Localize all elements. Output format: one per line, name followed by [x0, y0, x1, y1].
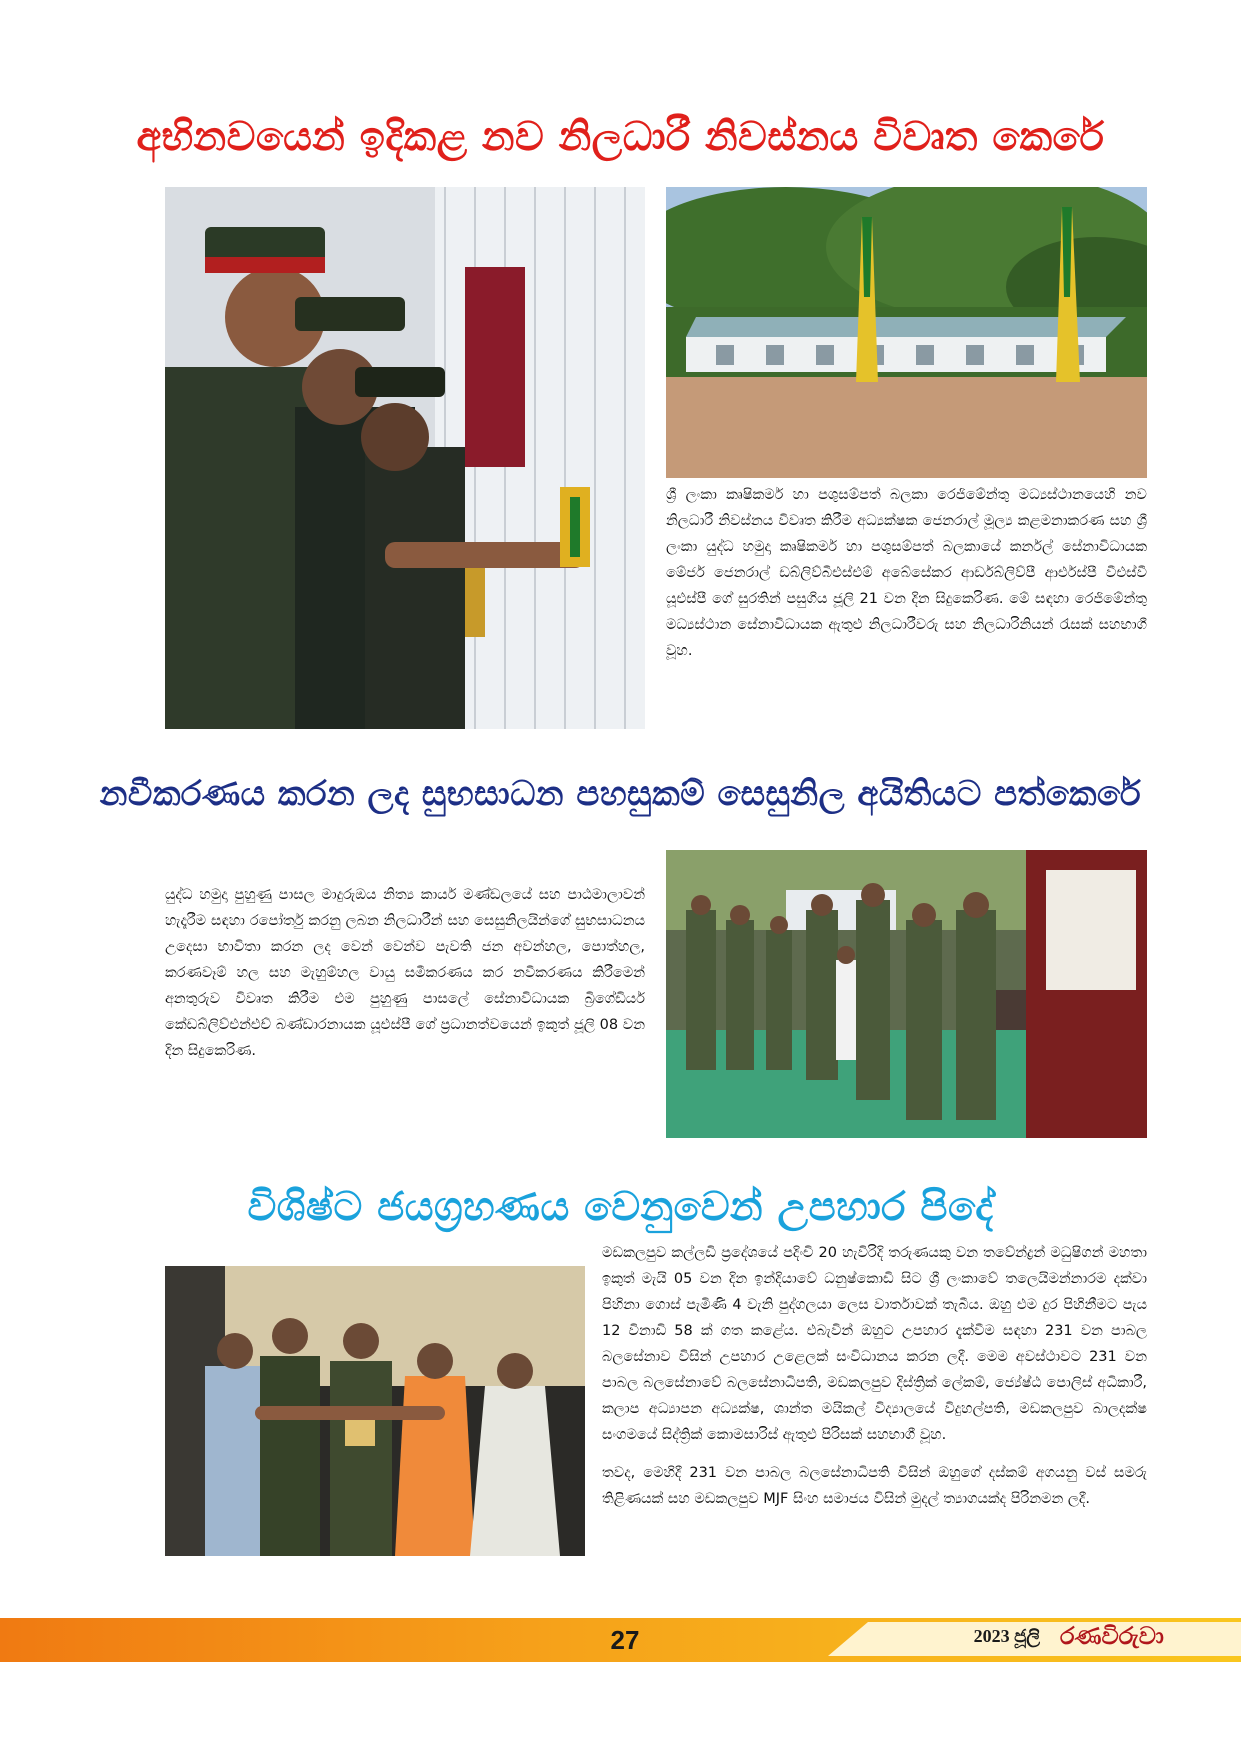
- officers-quarters-photo: [666, 187, 1147, 478]
- article3-paragraph-2: තවද, මෙහිදී 231 වන පාබල බලසේනාධිපති විසින් ඔහුගේ දස්කම් අගයනු වස් සමරු තිළිණයක් සහ මඩකලපුව MJF සිංහ සමාජය විසින් මුදල් ත්‍යාගයක්ද පිරිනමන ලදී.: [602, 1465, 1147, 1507]
- article3-body: [602, 1240, 1147, 1512]
- article1-headline: අභිනවයෙන් ඉදිකළ නව නිලධාරී නිවස්නය විවෘත කෙරේ: [136, 114, 1105, 160]
- ribbon-cutting-photo: [165, 187, 645, 729]
- article3-headline: විශිෂ්ට ජයග්‍රහණය වෙනුවෙන් උපහාර පිදේ: [247, 1184, 994, 1230]
- award-ceremony-photo: [165, 1266, 585, 1556]
- article2-headline: නවීකරණය කරන ලද සුභසාධන පහසුකම් සෙසුනිල අයිතියට පත්කෙරේ: [99, 774, 1142, 814]
- article3-paragraph-1: මඩකලපුව කල්ලඩි ප්‍රදේශයේ පදිංචි 20 හැවිරිදි තරුණයකු වන තවේන්ද්‍රන් මධුෂිගන් මහතා ඉකුත් මැයි 05 වන දින ඉන්දියාවේ ධනුෂ්කොඩි සිට ශ්‍රී ලංකාවේ තලෙයිමන්නාරම දක්වා පිහිනා ගොස් පැමිණි 4 වැනි පුද්ගලයා ලෙස වාර්තාවක් තැබීය. ඔහු එම දුර පිහිනීමට පැය 12 විනාඩි 58 ක් ගත කළේය. එබැවින් ඔහුට උපහාර දැක්වීම සඳහා 231 වන පාබල බලසේනාව විසින් උපහාර උළෙලක් සංවිධානය කරන ලදී. මෙම අවස්ථාවට 231 වන පාබල බලසේනාවේ බලසේනාධිපති, මඩකලපුව දිස්ත්‍රික් ලේකම්, ජ්‍යේෂ්ඨ පොලිස් අධිකාරී, කලාප අධ්‍යාපන අධ්‍යක්ෂ, ශාන්ත මයිකල් විද්‍යාලයේ විදුහල්පති, මඩකලපුව බාලදක්ෂ සංගමයේ සිද්ත්‍රික් කොමසාරිස් ඇතුළු පිරිසක් සහභාගී වූහ.: [602, 1245, 1147, 1443]
- article1-body: ශ්‍රී ලංකා කෘෂිකර්ම හා පශුසම්පත් බලකා රෙජිමේන්තු මධ්‍යස්ථානයෙහි නව නිලධාරී නිවස්නය විවෘත කිරීම අධ්‍යක්ෂක ජෙනරාල් මූල්‍ය කළමනාකරණ සහ ශ්‍රී ලංකා යුද්ධ හමුදා කෘෂිකර්ම හා පශුසම්පත් බලකායේ කර්නල් සේනාවිධායක මේජර් ජෙනරාල් ඩබ්ලිව්බීඑස්එම් අබේසේකර ආර්ඩබ්ලිව්පී ආර්එස්පී වීඑස්වී යූඑස්පී ගේ සුරතින් පසුගිය ජූලි 21 වන දින සිදුකෙරිණ. මේ සඳහා රෙජිමේන්තු මධ්‍යස්ථාන සේනාවිධායක ඇතුළු නිලධාරීවරු සහ නිලධාරිනියන් රැසක් සහභාගී වූහ.: [666, 487, 1147, 659]
- page-number: 27: [610, 1625, 640, 1655]
- issue-date: 2023 ජූලි: [973, 1626, 1040, 1646]
- facility-opening-photo: [666, 850, 1147, 1138]
- article2-body: යුද්ධ හමුදා පුහුණු පාසල මාදුරුඔය නිත්‍ය කාර්ය මණ්ඩලයේ සහ පාඨමාලාවන් හැදෑරීම සඳහා රපෝර්තු කරනු ලබන නිලධාරීන් සහ සෙසුනිලයින්ගේ සුභසාධනය උදෙසා භාවිතා කරන ලද වෙන් වෙන්ව පැවති ජන අවන්හල, පොත්හල, කරණවෑම් හල සහ මැහුම්හල වායු සමීකරණය කර නවීකරණය කිරීමෙන් අනතුරුව විවෘත කිරීම එම පුහුණු පාසලේ සේනාවිධායක බ්‍රිගේඩියර් කේඩබ්ලිව්එන්එච් බණ්ඩාරනායක යූඑස්පී ගේ ප්‍රධානත්වයෙන් ඉකුත් ජූලි 08 වන දින සිදුකෙරිණ.: [165, 887, 645, 1059]
- magazine-logo: රණවිරුවා: [1060, 1622, 1164, 1650]
